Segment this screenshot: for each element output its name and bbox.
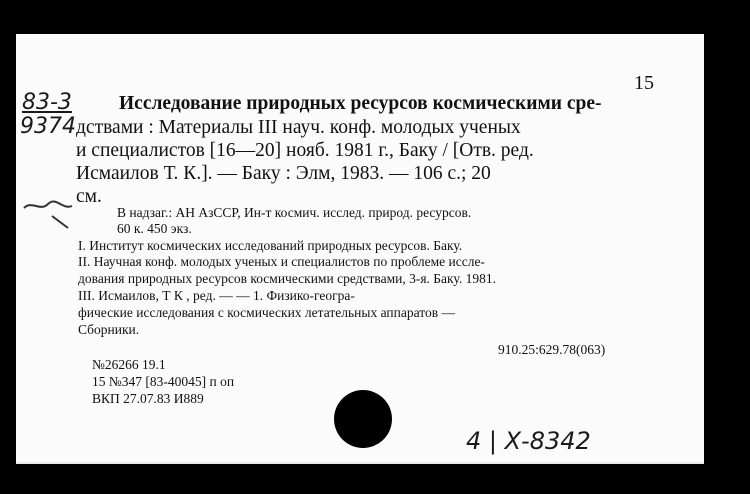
control-line-2: 15 №347 [83-40045] п оп [92, 374, 235, 389]
shelf-mark-bottom: 9374 [20, 114, 76, 139]
control-line-1: №26266 19.1 [92, 357, 166, 372]
entry-line-1: I. Институт космических исследований природных ресурсов. Баку. [78, 238, 463, 253]
note-line-1: В надзаг.: АН АзССР, Ин-т космич. исслед. природ. ресурсов. [117, 205, 472, 220]
description-line-5: см. [76, 186, 102, 207]
catalog-card [16, 34, 704, 464]
punch-hole-blot [334, 390, 392, 448]
description-line-3: и специалистов [16—20] нояб. 1981 г., Баку / [Отв. ред. [76, 140, 534, 161]
card-edge-divider [16, 462, 704, 464]
entry-line-4: III. Исмаилов, Т К , ред. — — 1. Физико-геогра- [78, 288, 355, 303]
note-line-2: 60 к. 450 экз. [117, 221, 192, 236]
entry-line-5: фические исследования с космических летательных аппаратов — [78, 305, 455, 320]
inventory-number: 4 | Х-8342 [466, 427, 591, 455]
page-number: 15 [634, 72, 654, 94]
entry-line-3: дования природных ресурсов космическими средствами, 3-я. Баку. 1981. [78, 271, 496, 286]
title-line-1: Исследование природных ресурсов космическими сре- [119, 93, 602, 114]
control-line-3: ВКП 27.07.83 И889 [92, 391, 204, 406]
entry-line-6: Сборники. [78, 322, 140, 337]
title-line-2: дствами : Материалы III науч. конф. молодых ученых [76, 117, 521, 138]
handwritten-scribble-icon [22, 194, 82, 234]
description-line-4: Исмаилов Т. К.]. — Баку : Элм, 1983. — 106 с.; 20 [76, 163, 491, 184]
udc-code: 910.25:629.78(063) [498, 342, 606, 357]
entry-line-2: II. Научная конф. молодых ученых и специалистов по проблеме иссле- [78, 254, 485, 269]
shelf-mark-top: 83-3 [22, 90, 72, 115]
